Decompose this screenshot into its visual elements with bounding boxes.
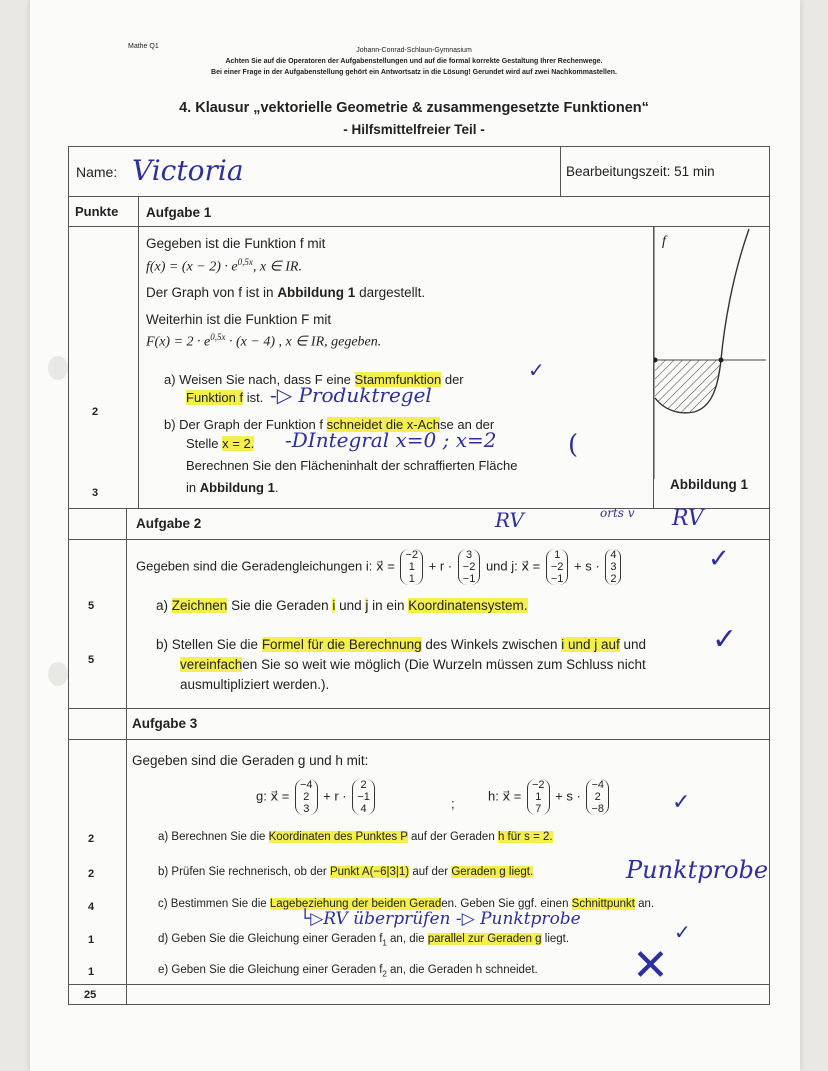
vector-g-direction: 2 −1 4 <box>352 779 375 815</box>
vector-j-direction: 4 3 2 <box>605 549 621 585</box>
checkmark-2: ✓ <box>708 544 730 574</box>
task2b-line2: vereinfachen Sie so weit wie möglich (Die Wurzeln müssen zum Schluss nicht <box>180 657 646 672</box>
points-3e: 1 <box>88 966 95 978</box>
points-column-divider <box>138 196 139 508</box>
task2-header: Aufgabe 2 <box>136 516 202 531</box>
points-column-divider <box>126 509 127 1004</box>
table-border-left <box>68 146 69 1004</box>
table-border-right <box>769 146 770 1004</box>
task1-line1: Gegeben ist die Funktion f mit <box>146 236 326 251</box>
task3-intro: Gegeben sind die Geraden g und h mit: <box>132 753 369 768</box>
task1b-line3: Berechnen Sie den Flächeninhalt der schraffierten Fläche <box>186 458 518 473</box>
vector-i-direction: 3 −2 −1 <box>458 549 481 585</box>
points-2a: 5 <box>88 600 95 612</box>
task1-line3: Der Graph von f ist in Abbildung 1 dargestellt. <box>146 285 426 300</box>
exam-title: 4. Klausur „vektorielle Geometrie & zusammengesetzte Funktionen“ <box>179 100 649 116</box>
task3c: c) Bestimmen Sie die Lagebeziehung der beiden Geraden. Geben Sie ggf. einen Schnittpunkt an. <box>158 898 655 910</box>
course-label: Mathe Q1 <box>128 43 159 50</box>
separator: ; <box>451 796 455 811</box>
row-divider <box>68 508 770 509</box>
row-divider <box>68 196 770 197</box>
punch-hole <box>48 356 68 380</box>
points-1a: 2 <box>92 406 99 418</box>
task1-F-definition: $F(x) = 2 \cdot e^{0,5x} \cdot (x - 4)$ , x ∈ IR, gegeben. <box>146 332 382 350</box>
task1b-line1: b) Der Graph der Funktion f schneidet die x-Achse an der <box>164 417 495 432</box>
handwritten-note-1a: -▷ Produktregel <box>270 383 432 407</box>
points-1b: 3 <box>92 487 99 499</box>
vector-h-position: −2 1 7 <box>527 779 550 815</box>
points-2b: 5 <box>88 654 95 666</box>
handwritten-punktprobe: Punktprobe <box>626 856 769 884</box>
task1a-line1: a) Weisen Sie nach, dass F eine Stammfunktion der <box>164 372 464 387</box>
graph-label: f <box>662 234 666 249</box>
task1-header: Aufgabe 1 <box>146 205 212 220</box>
handwritten-note-3c: └▷RV überprüfen -▷ Punktprobe <box>300 909 581 929</box>
task2b-line3: ausmultipliziert werden.). <box>180 677 330 692</box>
handwritten-rv-1: RV <box>495 508 524 532</box>
cross-mark-3e: ✕ <box>632 940 669 991</box>
task3a: a) Berechnen Sie die Koordinaten des Punktes P auf der Geraden h für s = 2. <box>158 831 553 843</box>
handwritten-mark-1b: ( <box>568 430 579 460</box>
task1b-line4: in Abbildung 1. <box>186 480 279 495</box>
handwritten-ortsv: orts v <box>600 506 635 520</box>
task2b-line1: b) Stellen Sie die Formel für die Berechnung des Winkels zwischen i und j auf und <box>156 637 647 652</box>
task1b-line2: Stelle x = 2. <box>186 436 255 451</box>
student-name: Victoria <box>132 154 244 187</box>
points-total: 25 <box>84 989 97 1001</box>
task3d: d) Geben Sie die Gleichung einer Geraden $f_1$ an, die parallel zur Geraden g liegt. <box>158 933 570 948</box>
checkmark-1a: ✓ <box>528 358 545 382</box>
row-divider <box>68 739 770 740</box>
function-graph <box>654 227 769 479</box>
intersection-point <box>719 358 724 363</box>
points-3c: 4 <box>88 901 95 913</box>
checkmark-3: ✓ <box>672 790 691 815</box>
hatched-area <box>655 360 721 413</box>
task2a: a) Zeichnen Sie die Geraden i und j in ein Koordinatensystem. <box>156 598 528 613</box>
handwritten-note-1b: -DIntegral x=0 ; x=2 <box>285 428 497 452</box>
task2-equations: Gegeben sind die Geradengleichungen i: x⃗ = −2 1 1 + r · 3 −2 −1 und j: x⃗ = 1 −2 −1 + s · 4 3 2 <box>136 549 623 585</box>
task3-line-h: h: x⃗ = −2 1 7 + s · −4 2 −8 <box>488 779 611 815</box>
row-divider <box>68 708 770 709</box>
name-time-divider <box>560 146 561 196</box>
task3b: b) Prüfen Sie rechnerisch, ob der Punkt A(−6|3|1) auf der Geraden g liegt. <box>158 866 534 878</box>
points-3b: 2 <box>88 868 95 880</box>
checkmark-2b: ✓ <box>712 622 738 657</box>
handwritten-rv-2: RV <box>672 506 704 531</box>
task1-line4: Weiterhin ist die Funktion F mit <box>146 312 332 327</box>
vector-i-position: −2 1 1 <box>400 549 423 585</box>
row-divider <box>68 539 770 540</box>
task3-line-g: g: x⃗ = −4 2 3 + r · 2 −1 4 <box>256 779 377 815</box>
school-name: Johann-Conrad-Schlaun-Gymnasium <box>356 47 472 54</box>
points-header: Punkte <box>75 204 119 219</box>
vector-h-direction: −4 2 −8 <box>586 779 609 815</box>
punch-hole <box>48 662 68 686</box>
task1-f-definition: $f(x) = (x - 2) \cdot e^{0,5x}$, x ∈ IR. <box>146 257 302 275</box>
instruction-2: Bei einer Frage in der Aufgabenstellung gehört ein Antwortsatz in die Lösung! Gerundet wird auf zwei Nachkommastellen. <box>211 69 617 76</box>
checkmark-3d: ✓ <box>674 920 691 944</box>
task3-header: Aufgabe 3 <box>132 716 198 731</box>
name-label: Name: <box>76 164 118 180</box>
table-border-top <box>68 146 770 147</box>
points-3d: 1 <box>88 934 95 946</box>
table-border-bottom <box>68 1004 770 1005</box>
points-3a: 2 <box>88 833 95 845</box>
figure-label: Abbildung 1 <box>670 477 748 492</box>
vector-j-position: 1 −2 −1 <box>546 549 569 585</box>
vector-g-position: −4 2 3 <box>295 779 318 815</box>
task3e: e) Geben Sie die Gleichung einer Geraden $f_2$ an, die Geraden h schneidet. <box>158 964 538 979</box>
task1a-line2: Funktion f ist. <box>186 390 264 405</box>
instruction-1: Achten Sie auf die Operatoren der Aufgabenstellungen und auf die formal korrekte Gestaltung Ihrer Rechenwege. <box>225 58 603 65</box>
time-label: Bearbeitungszeit: 51 min <box>566 164 715 179</box>
exam-subtitle: - Hilfsmittelfreier Teil - <box>343 122 485 137</box>
